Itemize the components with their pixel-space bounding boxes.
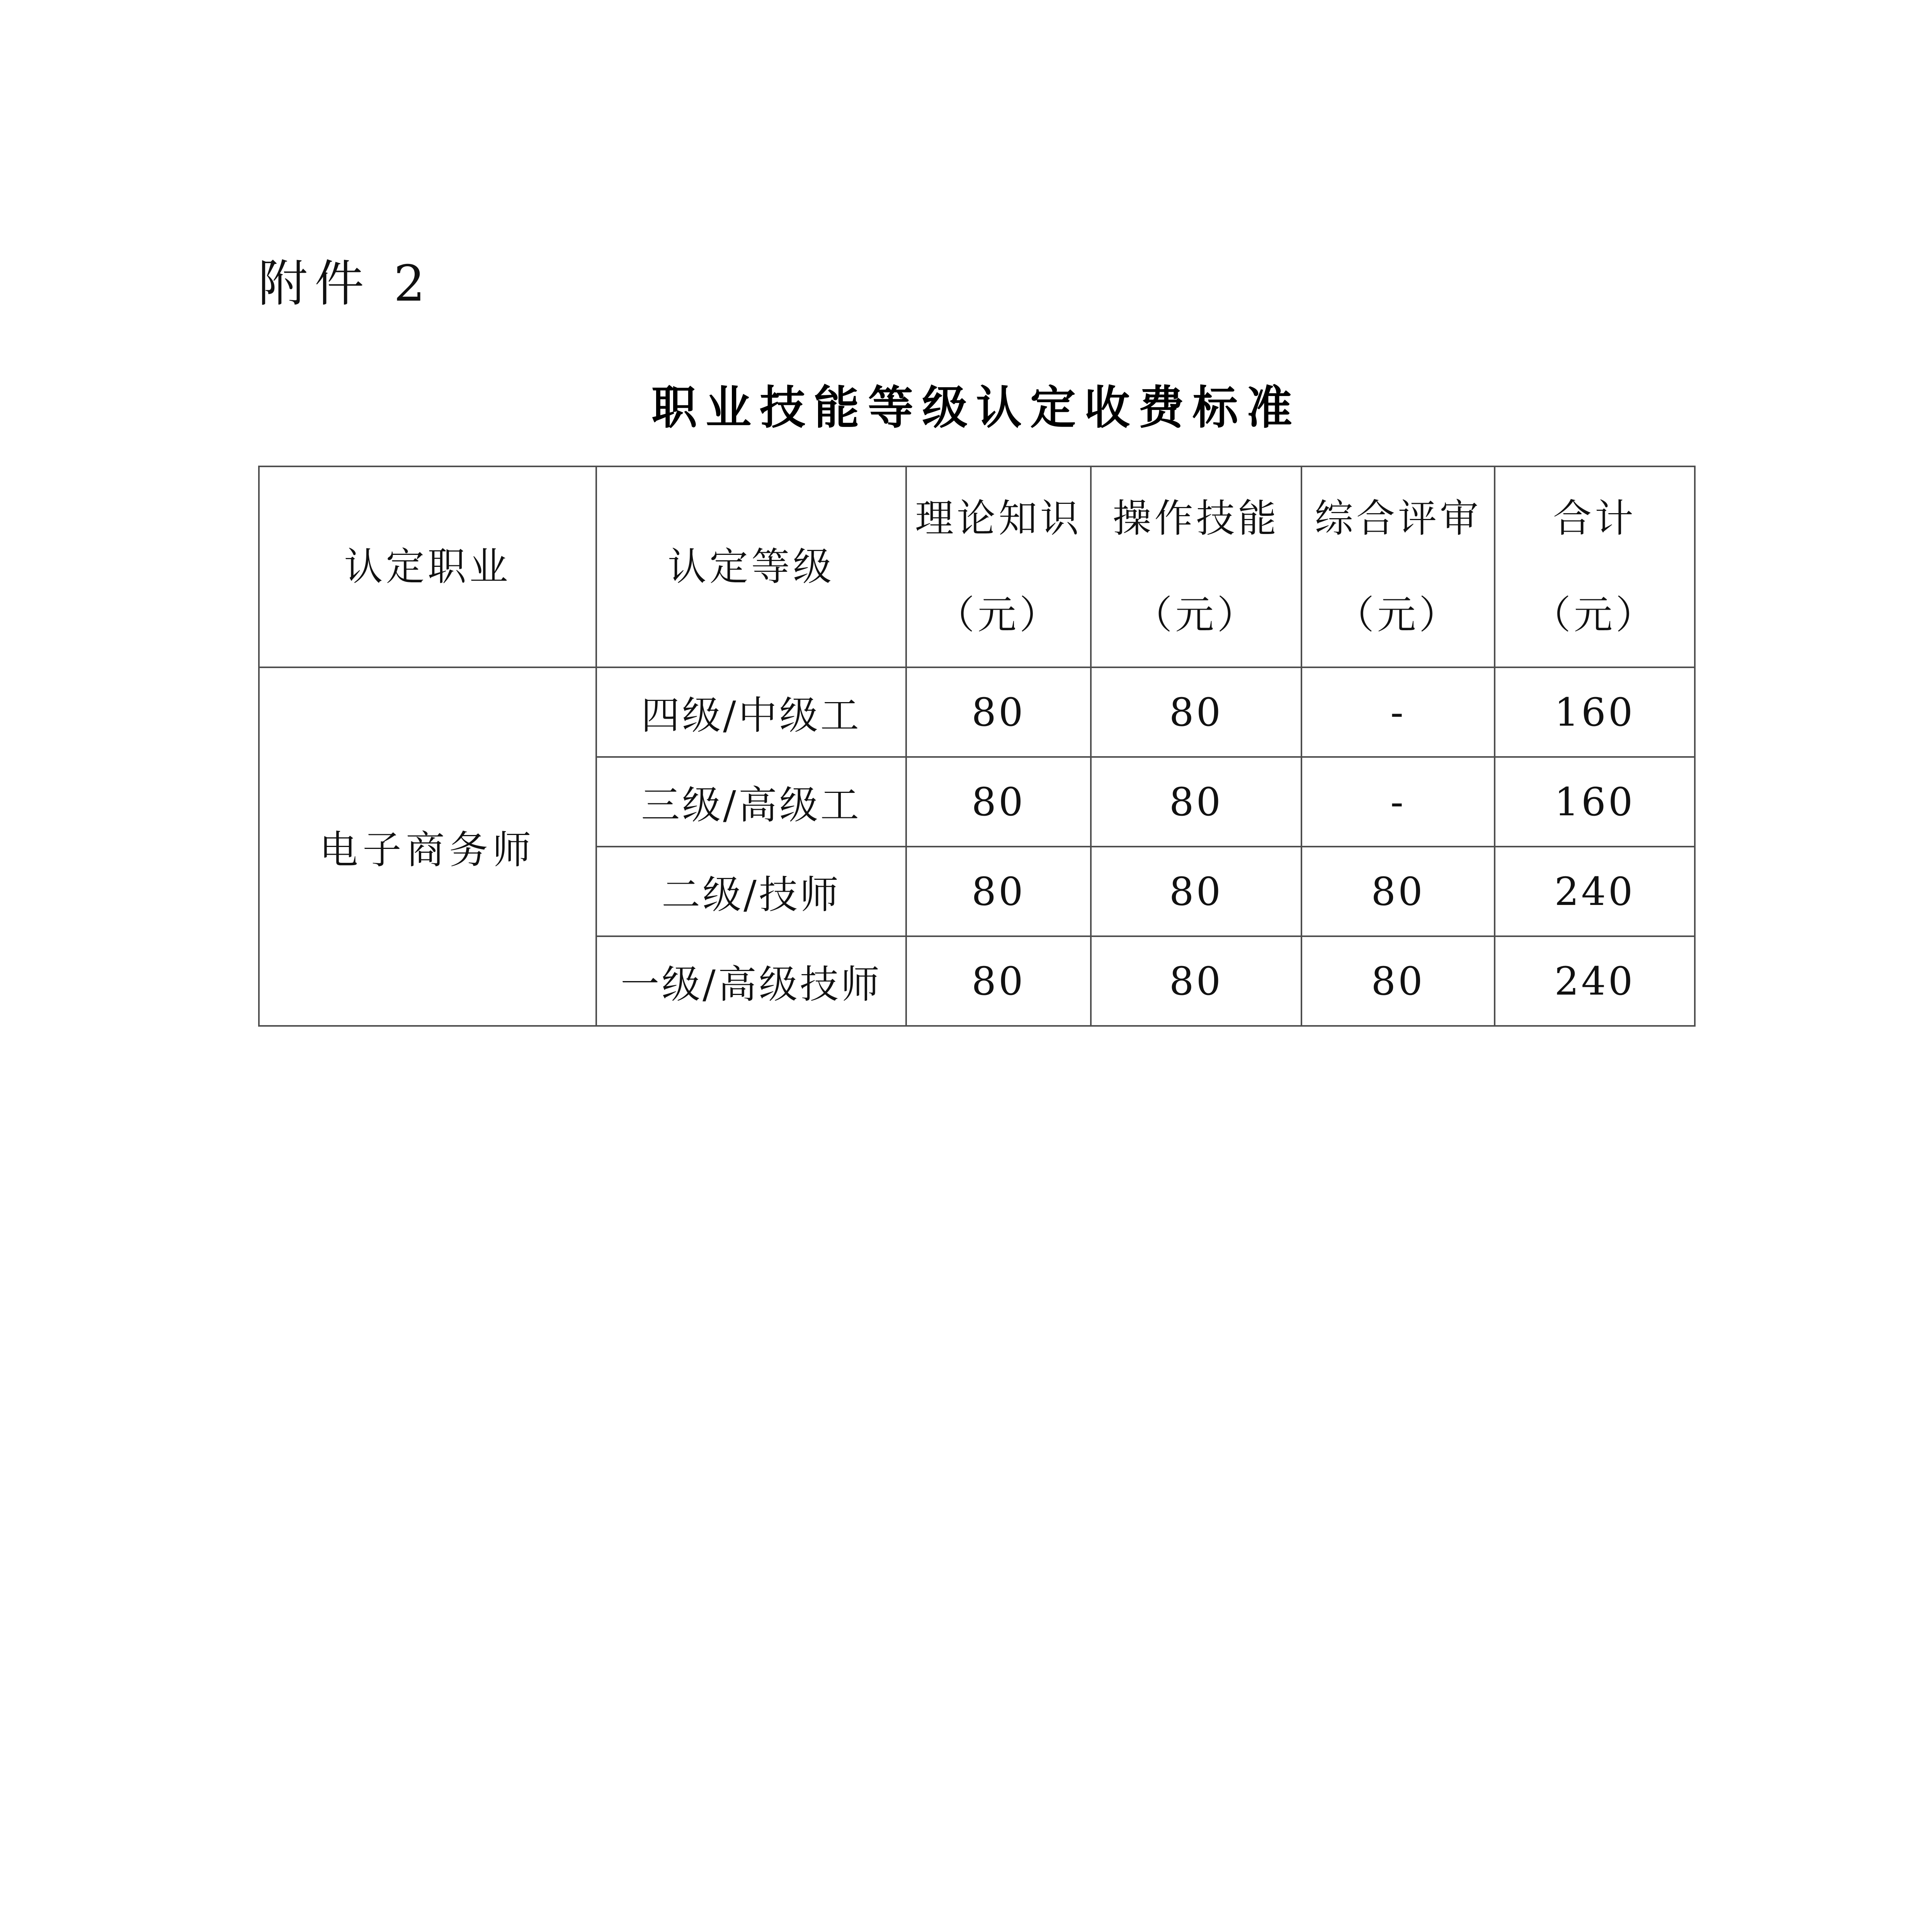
theory-fee-cell: 80 (906, 667, 1091, 757)
level-cell: 三级/高级工 (596, 757, 906, 847)
theory-fee-cell: 80 (906, 847, 1091, 936)
header-review-label: 综合评审 (1315, 496, 1482, 541)
review-fee-cell: - (1301, 757, 1495, 847)
total-fee-cell: 160 (1495, 757, 1695, 847)
header-practical-label: 操作技能 (1112, 496, 1280, 541)
header-total-label: 合计 (1553, 496, 1636, 541)
practical-fee-cell: 80 (1091, 757, 1301, 847)
header-theory-label: 理论知识 (915, 496, 1082, 541)
review-fee-cell: 80 (1301, 936, 1495, 1026)
document-title: 职业技能等级认定收费标准 (651, 381, 1301, 434)
header-occupation: 认定职业 (259, 466, 596, 667)
level-cell: 一级/高级技师 (596, 936, 906, 1026)
total-fee-cell: 240 (1495, 847, 1695, 936)
header-review-unit: （元） (1335, 592, 1461, 638)
header-review (1301, 466, 1495, 667)
level-cell: 二级/技师 (596, 847, 906, 936)
theory-fee-cell: 80 (906, 936, 1091, 1026)
practical-fee-cell: 80 (1091, 847, 1301, 936)
table-header-row (259, 466, 1695, 667)
header-level: 认定等级 (596, 466, 906, 667)
table-row (259, 667, 1695, 757)
header-practical-unit: （元） (1133, 592, 1259, 638)
theory-fee-cell: 80 (906, 757, 1091, 847)
total-fee-cell: 160 (1495, 667, 1695, 757)
attachment-label: 附件 2 (258, 255, 432, 313)
header-total (1495, 466, 1695, 667)
level-cell: 四级/中级工 (596, 667, 906, 757)
header-theory (906, 466, 1091, 667)
total-fee-cell: 240 (1495, 936, 1695, 1026)
practical-fee-cell: 80 (1091, 667, 1301, 757)
header-practical (1091, 466, 1301, 667)
header-total-unit: （元） (1532, 592, 1657, 638)
practical-fee-cell: 80 (1091, 936, 1301, 1026)
fee-standard-table (258, 466, 1696, 1027)
review-fee-cell: - (1301, 667, 1495, 757)
review-fee-cell: 80 (1301, 847, 1495, 936)
header-theory-unit: （元） (936, 592, 1061, 638)
occupation-cell: 电子商务师 (259, 667, 596, 1026)
